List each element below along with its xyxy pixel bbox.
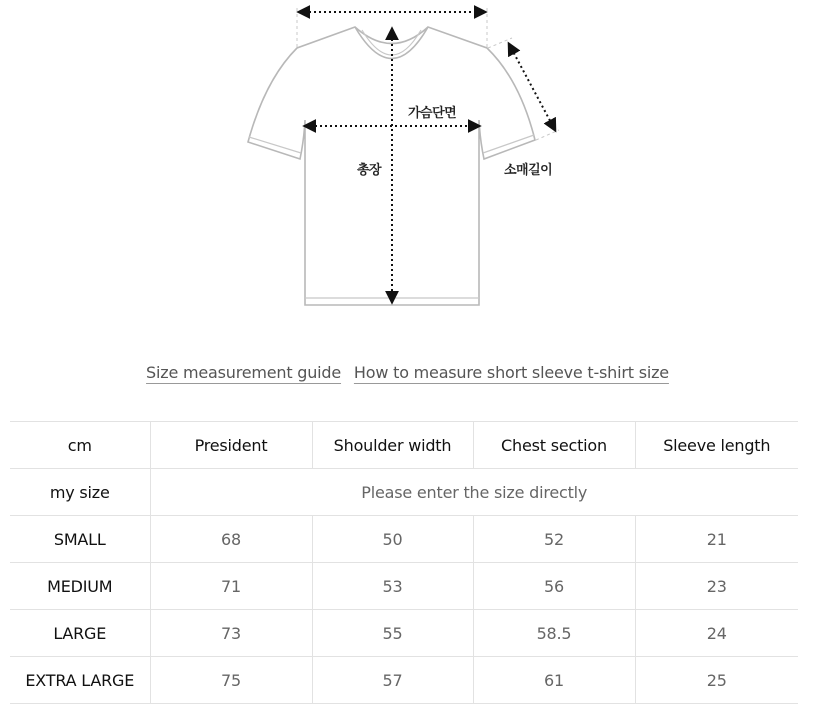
my-size-input-prompt[interactable]: Please enter the size directly (150, 469, 798, 516)
sleeve-guide-bottom (536, 130, 559, 140)
tshirt-outline-illustration (0, 0, 815, 320)
header-unit: cm (10, 422, 150, 469)
sleeve-guide-top (488, 38, 512, 48)
tshirt-measurement-diagram (0, 0, 815, 320)
table-row (10, 657, 798, 704)
table-cell: 21 (635, 516, 798, 563)
chest-label: 가슴단면 (408, 106, 457, 121)
my-size-row (10, 469, 798, 516)
total-length-label: 총장 (357, 163, 382, 178)
table-cell: 25 (635, 657, 798, 704)
table-cell: 68 (150, 516, 312, 563)
sleeve-length-label: 소매길이 (504, 163, 553, 178)
size-label: SMALL (10, 516, 150, 563)
table-cell: 23 (635, 563, 798, 610)
table-cell: 71 (150, 563, 312, 610)
table-cell: 73 (150, 610, 312, 657)
my-size-label: my size (10, 469, 150, 516)
table-cell: 61 (473, 657, 635, 704)
table-cell: 58.5 (473, 610, 635, 657)
table-cell: 56 (473, 563, 635, 610)
collar-inner (362, 30, 421, 55)
table-cell: 55 (312, 610, 473, 657)
table-row (10, 610, 798, 657)
table-row (10, 516, 798, 563)
how-to-measure-link[interactable]: How to measure short sleeve t-shirt size (353, 363, 669, 382)
header-chest-section: Chest section (473, 422, 635, 469)
header-sleeve-length: Sleeve length (635, 422, 798, 469)
size-measurement-guide-link[interactable]: Size measurement guide (146, 363, 342, 382)
table-cell: 75 (150, 657, 312, 704)
table-header-row (10, 422, 798, 469)
size-label: MEDIUM (10, 563, 150, 610)
size-label: LARGE (10, 610, 150, 657)
table-row (10, 563, 798, 610)
table-cell: 24 (635, 610, 798, 657)
table-cell: 50 (312, 516, 473, 563)
size-table (10, 421, 798, 704)
table-cell: 53 (312, 563, 473, 610)
table-cell: 52 (473, 516, 635, 563)
table-cell: 57 (312, 657, 473, 704)
header-president: President (150, 422, 312, 469)
header-shoulder-width: Shoulder width (312, 422, 473, 469)
measurement-guide-links (0, 363, 815, 382)
size-label: EXTRA LARGE (10, 657, 150, 704)
